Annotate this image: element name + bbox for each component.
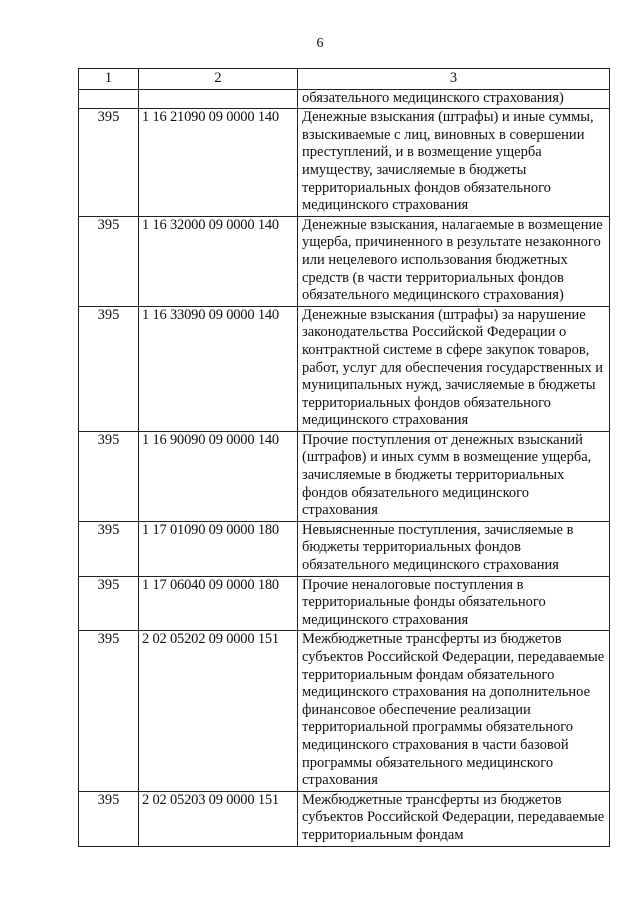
revenue-description: Невыясненные поступления, зачисляемые в бюджеты территориальных фондов обязательного медицинского страхования — [298, 521, 610, 576]
revenue-description: Прочие неналоговые поступления в территориальные фонды обязательного медицинского страхования — [298, 576, 610, 631]
page-number: 6 — [316, 36, 324, 51]
table-row — [79, 521, 610, 576]
revenue-classification-table — [78, 68, 610, 847]
table-row — [79, 631, 610, 791]
budget-classification-code: 1 16 90090 09 0000 140 — [139, 431, 298, 521]
table-row — [79, 109, 610, 217]
revenue-description: Межбюджетные трансферты из бюджетов субъектов Российской Федерации, передаваемые территориальным фондам — [298, 791, 610, 846]
revenue-description: Денежные взыскания, налагаемые в возмещение ущерба, причиненного в результате незаконного или нецелевого использования бюджетных средств (в части территориальных фондов обязательного медицинского страхования) — [298, 216, 610, 306]
empty-cell — [79, 89, 139, 109]
column-header-1: 1 — [79, 69, 139, 90]
budget-classification-code: 2 02 05202 09 0000 151 — [139, 631, 298, 791]
budget-classification-code: 1 16 21090 09 0000 140 — [139, 109, 298, 217]
empty-cell — [139, 89, 298, 109]
continuation-row — [79, 89, 610, 109]
revenue-description: Денежные взыскания (штрафы) за нарушение законодательства Российской Федерации о контрактной системе в сфере закупок товаров, работ, услуг для обеспечения государственных и муниципальных нужд, зачисляемые в бюджеты территориальных фондов обязательного медицинского страхования — [298, 306, 610, 431]
admin-code: 395 — [79, 431, 139, 521]
table-row — [79, 576, 610, 631]
admin-code: 395 — [79, 576, 139, 631]
admin-code: 395 — [79, 109, 139, 217]
table-row — [79, 306, 610, 431]
admin-code: 395 — [79, 216, 139, 306]
table-row — [79, 791, 610, 846]
budget-classification-code: 2 02 05203 09 0000 151 — [139, 791, 298, 846]
budget-classification-code: 1 16 33090 09 0000 140 — [139, 306, 298, 431]
revenue-description: Прочие поступления от денежных взысканий (штрафов) и иных сумм в возмещение ущерба, зачисляемые в бюджеты территориальных фондов обязательного медицинского страхования — [298, 431, 610, 521]
column-header-3: 3 — [298, 69, 610, 90]
revenue-description: Денежные взыскания (штрафы) и иные суммы, взыскиваемые с лиц, виновных в совершении преступлений, и в возмещение ущерба имуществу, зачисляемые в бюджеты территориальных фондов обязательного медицинского страхования — [298, 109, 610, 217]
revenue-description: Межбюджетные трансферты из бюджетов субъектов Российской Федерации, передаваемые территориальным фондам обязательного медицинского страхования на дополнительное финансовое обеспечение реализации территориальной программы обязательного медицинского страхования в части базовой программы обязательного медицинского страхования — [298, 631, 610, 791]
admin-code: 395 — [79, 306, 139, 431]
admin-code: 395 — [79, 631, 139, 791]
table-header-row — [79, 69, 610, 90]
continuation-text: обязательного медицинского страхования) — [298, 89, 610, 109]
budget-classification-code: 1 17 01090 09 0000 180 — [139, 521, 298, 576]
admin-code: 395 — [79, 791, 139, 846]
budget-classification-code: 1 16 32000 09 0000 140 — [139, 216, 298, 306]
column-header-2: 2 — [139, 69, 298, 90]
budget-classification-code: 1 17 06040 09 0000 180 — [139, 576, 298, 631]
table-row — [79, 216, 610, 306]
table-row — [79, 431, 610, 521]
admin-code: 395 — [79, 521, 139, 576]
